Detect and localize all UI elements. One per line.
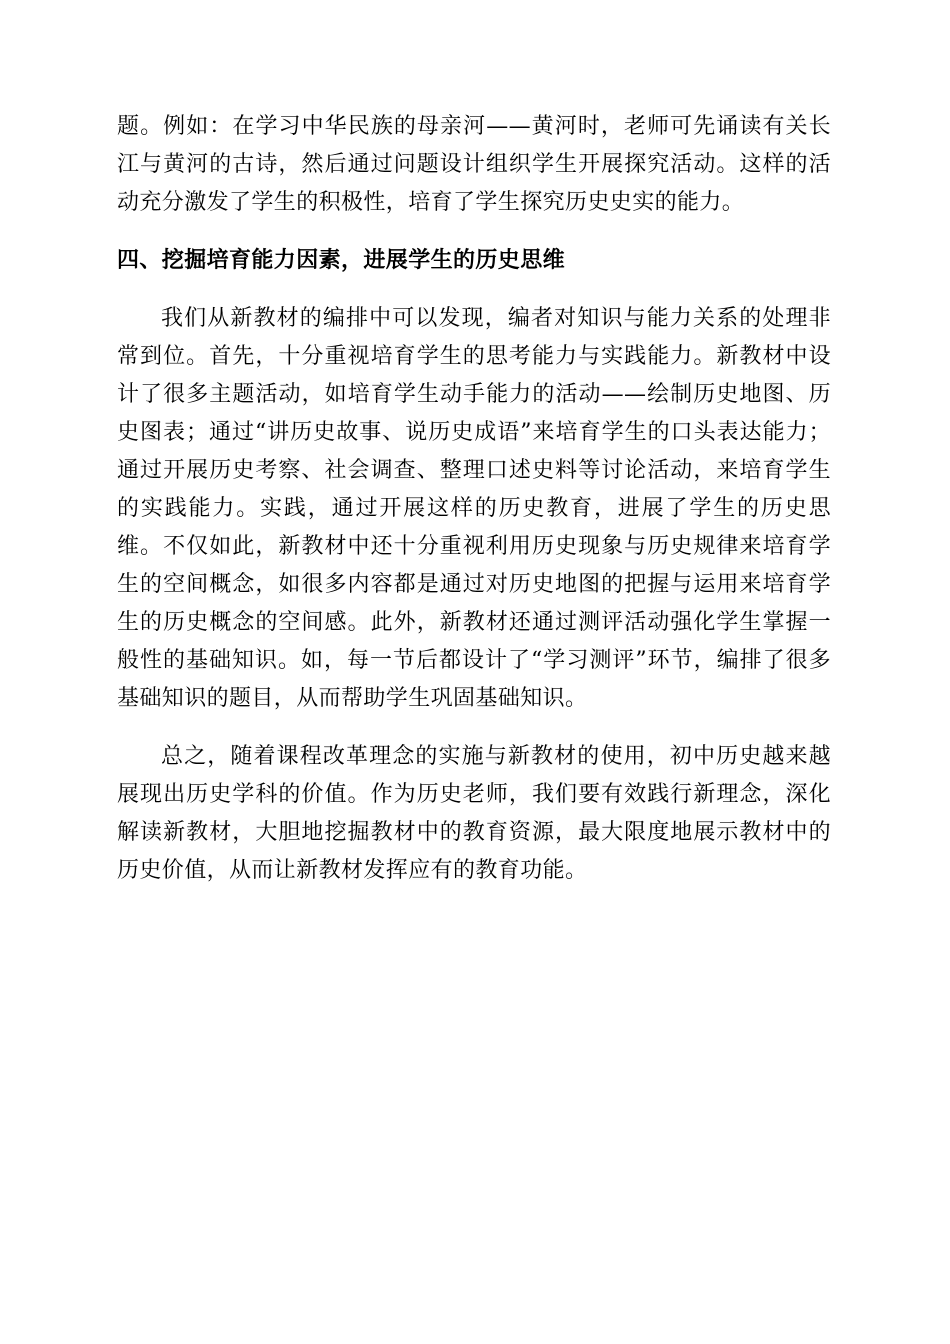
section-heading: 四、挖掘培育能力因素，进展学生的历史思维 <box>117 248 566 273</box>
paragraph-continuation: 题。例如：在学习中华民族的母亲河——黄河时，老师可先诵读有关长江与黄河的古诗，然后通过问题设计组织学生开展探究活动。这样的活动充分激发了学生的积极性，培育了学生探究历史史实的能力。 <box>117 114 831 215</box>
paragraph-conclusion: 总之，随着课程改革理念的实施与新教材的使用，初中历史越来越展现出历史学科的价值。作为历史老师，我们要有效践行新理念，深化解读新教材，大胆地挖掘教材中的教育资源，最大限度地展示教材中的历史价值，从而让新教材发挥应有的教育功能。 <box>117 744 831 883</box>
document-page <box>117 108 831 910</box>
paragraph-body: 我们从新教材的编排中可以发现，编者对知识与能力关系的处理非常到位。首先，十分重视培育学生的思考能力与实践能力。新教材中设计了很多主题活动，如培育学生动手能力的活动——绘制历史地图、历史图表；通过“讲历史故事、说历史成语”来培育学生的口头表达能力；通过开展历史考察、社会调查、整理口述史料等讨论活动，来培育学生的实践能力。实践，通过开展这样的历史教育，进展了学生的历史思维。不仅如此，新教材中还十分重视利用历史现象与历史规律来培育学生的空间概念，如很多内容都是通过对历史地图的把握与运用来培育学生的历史概念的空间感。此外，新教材还通过测评活动强化学生掌握一般性的基础知识。如，每一节后都设计了“学习测评”环节，编排了很多基础知识的题目，从而帮助学生巩固基础知识。 <box>117 306 831 711</box>
